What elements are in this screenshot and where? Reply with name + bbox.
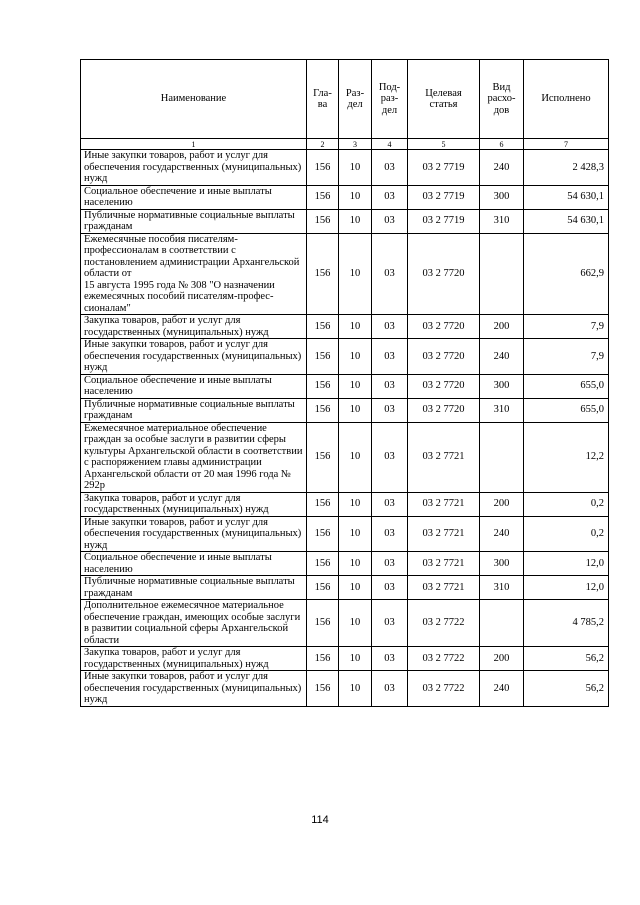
row-name: Публичные нормативные социальные выплаты гражданам [81, 398, 307, 422]
column-number: 5 [408, 139, 480, 150]
row-subsection: 03 [372, 209, 408, 233]
column-number: 4 [372, 139, 408, 150]
row-chapter: 156 [307, 339, 339, 375]
row-subsection: 03 [372, 374, 408, 398]
row-section: 10 [339, 422, 372, 492]
row-subsection: 03 [372, 315, 408, 339]
row-section: 10 [339, 576, 372, 600]
table-row [81, 671, 609, 707]
row-executed: 662,9 [524, 233, 609, 315]
row-executed: 0,2 [524, 492, 609, 516]
table-row [81, 576, 609, 600]
row-target: 03 2 7719 [408, 185, 480, 209]
row-target: 03 2 7722 [408, 671, 480, 707]
row-expense-type: 240 [480, 516, 524, 552]
row-target: 03 2 7722 [408, 647, 480, 671]
row-name: Ежемесячное материальное обеспечение граждан за особые заслуги в развитии сферы культуры Архангельской области в соответствии с распоряжением главы администрации Архангельской области от 20 мая 1996 года № 292р [81, 422, 307, 492]
row-chapter: 156 [307, 422, 339, 492]
table-row [81, 374, 609, 398]
row-section: 10 [339, 185, 372, 209]
row-expense-type [480, 233, 524, 315]
row-executed: 655,0 [524, 398, 609, 422]
header-row [81, 60, 609, 139]
row-target: 03 2 7721 [408, 422, 480, 492]
row-section: 10 [339, 209, 372, 233]
row-target: 03 2 7720 [408, 339, 480, 375]
column-number: 6 [480, 139, 524, 150]
row-name: Иные закупки товаров, работ и услуг для обеспечения государственных (муниципальных) нужд [81, 671, 307, 707]
row-expense-type: 310 [480, 209, 524, 233]
row-target: 03 2 7720 [408, 315, 480, 339]
row-section: 10 [339, 647, 372, 671]
row-section: 10 [339, 492, 372, 516]
row-target: 03 2 7721 [408, 552, 480, 576]
table-row [81, 647, 609, 671]
row-target: 03 2 7721 [408, 516, 480, 552]
row-subsection: 03 [372, 552, 408, 576]
row-name: Иные закупки товаров, работ и услуг для обеспечения государственных (муниципальных) нужд [81, 516, 307, 552]
row-subsection: 03 [372, 398, 408, 422]
row-subsection: 03 [372, 492, 408, 516]
row-name: Ежемесячные пособия писателям-профессионалам в соответствии с постановлением администрации Архангельской области от 15 августа 1995 года № 308 "О назначении ежемесячных пособий писателям-профес-сионалам" [81, 233, 307, 315]
column-number: 3 [339, 139, 372, 150]
row-name: Иные закупки товаров, работ и услуг для обеспечения государственных (муниципальных) нужд [81, 339, 307, 375]
row-executed: 12,0 [524, 576, 609, 600]
table-row [81, 516, 609, 552]
row-section: 10 [339, 315, 372, 339]
table-row [81, 492, 609, 516]
row-section: 10 [339, 233, 372, 315]
table-row [81, 209, 609, 233]
row-name: Иные закупки товаров, работ и услуг для обеспечения государственных (муниципальных) нужд [81, 150, 307, 186]
table-row [81, 233, 609, 315]
row-executed: 56,2 [524, 671, 609, 707]
table-body [81, 150, 609, 707]
row-target: 03 2 7719 [408, 150, 480, 186]
row-chapter: 156 [307, 209, 339, 233]
table-row [81, 339, 609, 375]
row-expense-type: 300 [480, 185, 524, 209]
row-expense-type: 310 [480, 398, 524, 422]
row-target: 03 2 7720 [408, 374, 480, 398]
header-section: Раз- дел [339, 60, 372, 139]
row-executed: 12,0 [524, 552, 609, 576]
row-subsection: 03 [372, 516, 408, 552]
row-chapter: 156 [307, 398, 339, 422]
row-subsection: 03 [372, 422, 408, 492]
row-target: 03 2 7720 [408, 233, 480, 315]
row-executed: 54 630,1 [524, 185, 609, 209]
row-chapter: 156 [307, 492, 339, 516]
row-executed: 7,9 [524, 339, 609, 375]
row-subsection: 03 [372, 150, 408, 186]
header-expense-type: Вид расхо- дов [480, 60, 524, 139]
header-target: Целевая статья [408, 60, 480, 139]
row-chapter: 156 [307, 576, 339, 600]
row-executed: 54 630,1 [524, 209, 609, 233]
row-target: 03 2 7722 [408, 600, 480, 647]
row-subsection: 03 [372, 233, 408, 315]
row-name: Дополнительное ежемесячное материальное обеспечение граждан, имеющих особые заслуги в развитии социальной сферы Архангельской области [81, 600, 307, 647]
row-expense-type: 200 [480, 492, 524, 516]
row-name: Публичные нормативные социальные выплаты гражданам [81, 576, 307, 600]
header-executed: Исполнено [524, 60, 609, 139]
row-expense-type: 300 [480, 552, 524, 576]
row-chapter: 156 [307, 315, 339, 339]
budget-table [80, 59, 609, 707]
table-row [81, 185, 609, 209]
row-subsection: 03 [372, 600, 408, 647]
row-section: 10 [339, 552, 372, 576]
row-chapter: 156 [307, 185, 339, 209]
table-row [81, 150, 609, 186]
row-section: 10 [339, 600, 372, 647]
row-name: Закупка товаров, работ и услуг для государственных (муниципальных) нужд [81, 315, 307, 339]
row-executed: 12,2 [524, 422, 609, 492]
row-expense-type: 310 [480, 576, 524, 600]
row-expense-type: 300 [480, 374, 524, 398]
table-row [81, 315, 609, 339]
row-chapter: 156 [307, 233, 339, 315]
row-expense-type [480, 600, 524, 647]
row-name: Социальное обеспечение и иные выплаты населению [81, 552, 307, 576]
row-executed: 7,9 [524, 315, 609, 339]
row-subsection: 03 [372, 671, 408, 707]
row-name: Социальное обеспечение и иные выплаты населению [81, 374, 307, 398]
row-section: 10 [339, 339, 372, 375]
row-expense-type: 240 [480, 150, 524, 186]
row-executed: 56,2 [524, 647, 609, 671]
row-executed: 4 785,2 [524, 600, 609, 647]
row-expense-type: 200 [480, 315, 524, 339]
row-section: 10 [339, 671, 372, 707]
row-name: Социальное обеспечение и иные выплаты населению [81, 185, 307, 209]
row-expense-type: 240 [480, 339, 524, 375]
row-section: 10 [339, 150, 372, 186]
row-executed: 2 428,3 [524, 150, 609, 186]
row-target: 03 2 7721 [408, 576, 480, 600]
row-chapter: 156 [307, 150, 339, 186]
column-number: 7 [524, 139, 609, 150]
row-section: 10 [339, 516, 372, 552]
row-section: 10 [339, 398, 372, 422]
row-chapter: 156 [307, 600, 339, 647]
row-name: Публичные нормативные социальные выплаты гражданам [81, 209, 307, 233]
row-target: 03 2 7719 [408, 209, 480, 233]
row-target: 03 2 7720 [408, 398, 480, 422]
table-row [81, 422, 609, 492]
row-chapter: 156 [307, 671, 339, 707]
row-chapter: 156 [307, 374, 339, 398]
row-chapter: 156 [307, 552, 339, 576]
row-expense-type: 240 [480, 671, 524, 707]
row-section: 10 [339, 374, 372, 398]
row-subsection: 03 [372, 339, 408, 375]
row-name: Закупка товаров, работ и услуг для государственных (муниципальных) нужд [81, 492, 307, 516]
row-expense-type: 200 [480, 647, 524, 671]
row-chapter: 156 [307, 516, 339, 552]
table-row [81, 398, 609, 422]
row-target: 03 2 7721 [408, 492, 480, 516]
row-executed: 655,0 [524, 374, 609, 398]
row-subsection: 03 [372, 185, 408, 209]
column-number-row [81, 139, 609, 150]
column-number: 1 [81, 139, 307, 150]
row-chapter: 156 [307, 647, 339, 671]
row-expense-type [480, 422, 524, 492]
row-subsection: 03 [372, 647, 408, 671]
row-executed: 0,2 [524, 516, 609, 552]
table-row [81, 552, 609, 576]
header-name: Наименование [81, 60, 307, 139]
column-number: 2 [307, 139, 339, 150]
table-row [81, 600, 609, 647]
row-subsection: 03 [372, 576, 408, 600]
header-chapter: Гла- ва [307, 60, 339, 139]
page-number: 114 [311, 814, 329, 826]
row-name: Закупка товаров, работ и услуг для государственных (муниципальных) нужд [81, 647, 307, 671]
header-subsection: Под- раз- дел [372, 60, 408, 139]
